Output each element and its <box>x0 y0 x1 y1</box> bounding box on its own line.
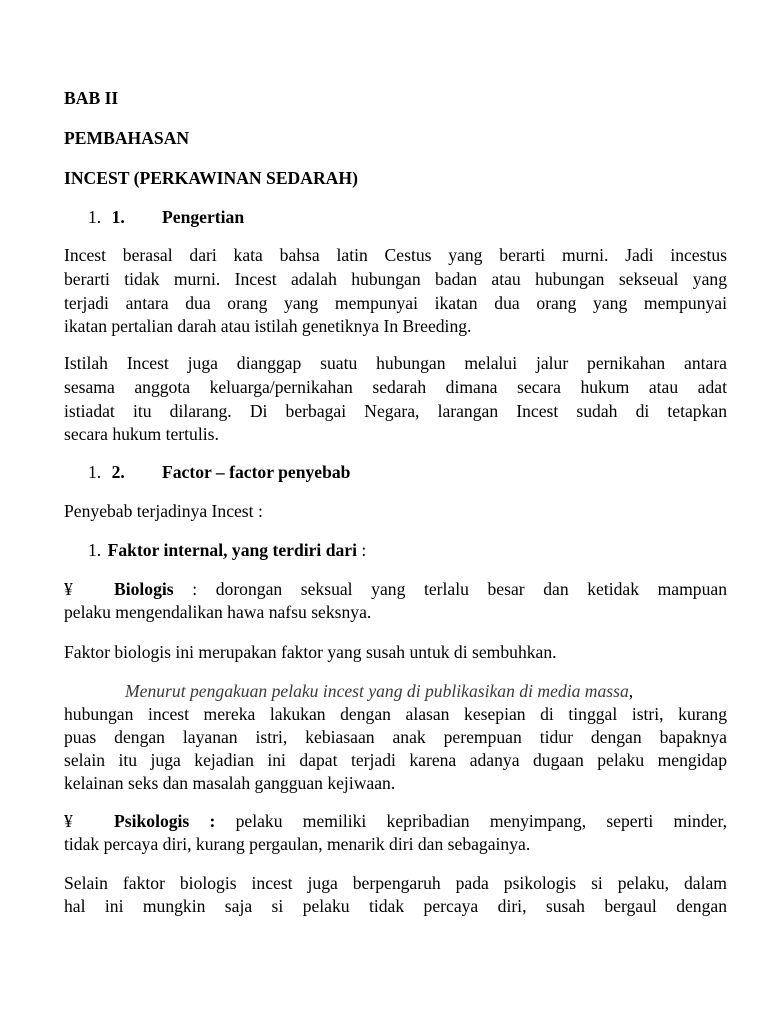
paragraph-line: selain itu juga kejadian ini dapat terjadi karena adanya dugaan pelaku mengidap <box>64 750 727 770</box>
bullet-text: : dorongan seksual yang terlalu besar dan ketidak mampuan <box>173 579 727 599</box>
heading-number: 1. <box>88 462 102 482</box>
heading-subnumber: 2. <box>111 462 125 482</box>
list-number: 1. <box>88 540 102 560</box>
italic-quote: Menurut pengakuan pelaku incest yang di publikasikan di media massa <box>125 681 629 701</box>
list-colon: : <box>357 540 367 560</box>
paragraph-line: sesama anggota keluarga/pernikahan sedarah dimana secara hukum atau adat <box>64 377 727 397</box>
paragraph-line: puas dengan layanan istri, kebiasaan anak perempuan tidur dengan bapaknya <box>64 727 727 747</box>
bullet-text: pelaku memiliki kepribadian menyimpang, seperti minder, <box>215 811 727 831</box>
heading-text: Pengertian <box>162 207 245 227</box>
list-item-internal-factors <box>88 540 366 561</box>
bullet-term: Biologis <box>114 579 174 599</box>
heading-text: Factor – factor penyebab <box>162 462 351 482</box>
bullet-first-line <box>64 579 727 600</box>
heading-pengertian <box>88 207 244 228</box>
bullet-term: Psikologis : <box>114 811 216 831</box>
comma: , <box>628 681 634 701</box>
section-title: PEMBAHASAN <box>64 128 190 148</box>
topic-title: INCEST (PERKAWINAN SEDARAH) <box>64 168 358 188</box>
paragraph-line: berarti tidak murni. Incest adalah hubungan badan atau hubungan sekseual yang <box>64 269 727 289</box>
paragraph-line: kelainan seks dan masalah gangguan kejiwaan. <box>64 773 396 793</box>
bullet-continuation: tidak percaya diri, kurang pergaulan, menarik diri dan sebagainya. <box>64 834 531 854</box>
paragraph-first-line <box>125 681 633 702</box>
bullet-first-line <box>64 811 727 832</box>
paragraph-line: ikatan pertalian darah atau istilah genetiknya In Breeding. <box>64 316 472 336</box>
paragraph-causes-intro: Penyebab terjadinya Incest : <box>64 501 263 521</box>
heading-number: 1. <box>88 207 102 227</box>
paragraph-line: Istilah Incest juga dianggap suatu hubungan melalui jalur pernikahan antara <box>64 353 727 373</box>
bullet-continuation: pelaku mengendalikan hawa nafsu seksnya. <box>64 602 372 622</box>
heading-factors <box>88 462 350 483</box>
paragraph-line: hubungan incest mereka lakukan dengan alasan kesepian di tinggal istri, kurang <box>64 704 727 724</box>
paragraph-line: istiadat itu dilarang. Di berbagai Negara, larangan Incest sudah di tetapkan <box>64 401 727 421</box>
bullet-icon: ¥ <box>64 811 73 831</box>
paragraph-line: terjadi antara dua orang yang mempunyai ikatan dua orang yang mempunyai <box>64 293 727 313</box>
paragraph-biologis-note: Faktor biologis ini merupakan faktor yang susah untuk di sembuhkan. <box>64 642 557 662</box>
list-title: Faktor internal, yang terdiri dari <box>107 540 357 560</box>
paragraph-line: Selain faktor biologis incest juga berpengaruh pada psikologis si pelaku, dalam <box>64 873 727 893</box>
paragraph-line: secara hukum tertulis. <box>64 424 219 444</box>
chapter-title: BAB II <box>64 88 119 108</box>
paragraph-line: hal ini mungkin saja si pelaku tidak percaya diri, susah bergaul dengan <box>64 896 727 916</box>
paragraph-line: Incest berasal dari kata bahsa latin Cestus yang berarti murni. Jadi incestus <box>64 245 727 265</box>
heading-subnumber: 1. <box>111 207 125 227</box>
bullet-icon: ¥ <box>64 579 73 599</box>
